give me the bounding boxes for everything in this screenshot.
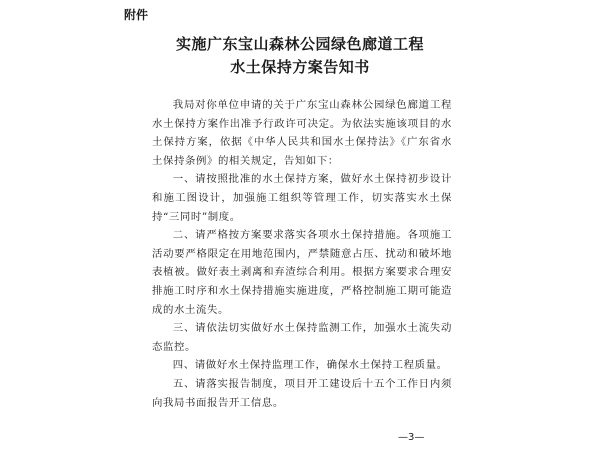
item-1-paragraph: 一、请按照批准的水土保持方案，做好水土保持初步设计和施工图设计，加强施工组织等管理工作，切实落实水土保持“三同时”制度。 [152, 173, 452, 223]
document-title-line-2: 水土保持方案告知书 [230, 58, 370, 76]
intro-paragraph: 我局对你单位申请的关于广东宝山森林公园绿色廊道工程水土保持方案作出准予行政许可决定。为依法实施该项目的水土保持方案，依据《中华人民共和国水土保持法》《广东省水土保持条例》的相关规定，告知如下： [152, 99, 452, 167]
item-3-paragraph: 三、请依法切实做好水土保持监测工作，加强水土流失动态监控。 [152, 322, 452, 353]
item-4-paragraph: 四、请做好水土保持监理工作，确保水土保持工程质量。 [172, 359, 448, 372]
item-5-paragraph: 五、请落实报告制度，项目开工建设后十五个工作日内须向我局书面报告开工信息。 [152, 377, 452, 409]
document-title-line-1: 实施广东宝山森林公园绿色廊道工程 [175, 35, 424, 53]
item-2-paragraph: 二、请严格按方案要求落实各项水土保持措施。各项施工活动要严格限定在用地范围内，严禁随意占压、扰动和破坏地表植被。做好表土剥离和弃渣综合利用。根据方案要求合理安排施工时序和水土保持措施实施进度，严格控制施工期可能造成的水土流失。 [152, 229, 452, 316]
document-body [152, 96, 452, 412]
attachment-label: 附件 [124, 8, 149, 22]
page-number: —3— [398, 432, 425, 443]
